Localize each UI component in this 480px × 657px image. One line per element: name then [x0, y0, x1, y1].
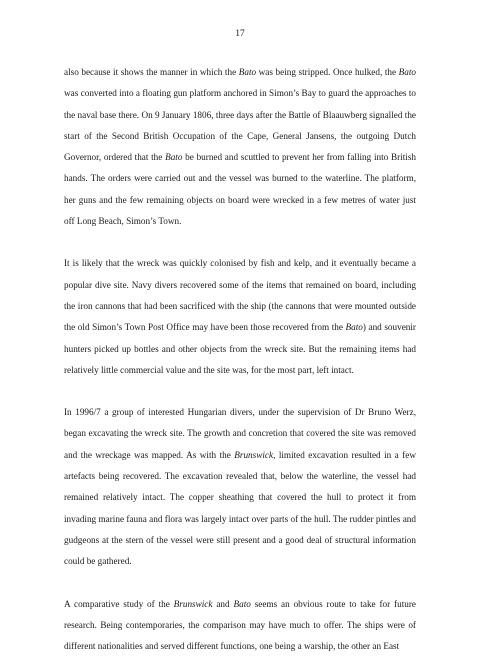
text-run: be burned and scuttled to prevent her from falling into British hands. The orders were carried out and the vessel was burned to the waterline. The platform, her guns and the few remaining objects on board were wrecked in a few metres of water just off Long Beach, Simon’s Town.: [64, 152, 416, 227]
paragraph-1: [64, 62, 416, 232]
text-run: was converted into a floating gun platform anchored in Simon’s Bay to guard the approaches to the naval base there. On 9 January 1806, three days after the Battle of Blaauwberg signalled the start of the Second British Occupation of the Cape, General Jansens, the outgoing Dutch Governor, ordered that the: [64, 88, 416, 163]
text-run: was being stripped. Once hulked, the: [256, 67, 399, 77]
italic-ship-name: Bato: [165, 152, 183, 163]
italic-ship-name: Bato: [345, 322, 363, 333]
text-run: ) and souvenir hunters picked up bottles and other objects from the wreck site. But the remaining items had relatively little commercial value and the site was, for the most part, left intact.: [64, 322, 416, 375]
paragraph-3: [64, 402, 416, 572]
text-run: also because it shows the manner in which the: [64, 67, 239, 77]
text-run: and: [212, 598, 234, 609]
italic-ship-name: Bato: [238, 67, 257, 77]
italic-ship-name: Bato: [233, 598, 251, 609]
text-run: , limited excavation resulted in a few artefacts being recovered. The excavation revealed that, below the waterline, the vessel had remained relatively intact. The copper sheathing that covered the hull to protect it from invading marine fauna and flora was largely intact over parts of the hull. The rudder pintles and gudgeons at the stern of the vessel were still present and a good deal of structural information could be gathered.: [64, 449, 416, 567]
italic-ship-name: Brunswick: [173, 598, 213, 609]
paragraph-2: [64, 253, 416, 381]
text-run: In 1996/7 a group of interested Hungarian divers, under the supervision of Dr Bruno Werz, began excavating the wreck site. The growth and concretion that covered the site was removed and the wreckage was mapped. As with the: [64, 407, 416, 460]
italic-ship-name: Bato: [398, 67, 416, 77]
text-run: seems an obvious route to take for future research. Being contemporaries, the comparison may have much to offer. The ships were of different nationalities and served different functions, one being a warship, the other an East: [64, 598, 416, 652]
page-number: 17: [235, 29, 245, 39]
italic-ship-name: Brunswick: [234, 449, 274, 460]
text-run: A comparative study of the: [64, 598, 174, 609]
body-text: [64, 62, 416, 657]
paragraph-4: [64, 594, 416, 657]
text-run: It is likely that the wreck was quickly colonised by fish and kelp, and it eventually became a popular dive site. Navy divers recovered some of the items that remained on board, including the iron cannons that had been sacrificed with the ship (the cannons that were mounted outside the old Simon’s Town Post Office may have been those recovered from the: [64, 258, 416, 333]
